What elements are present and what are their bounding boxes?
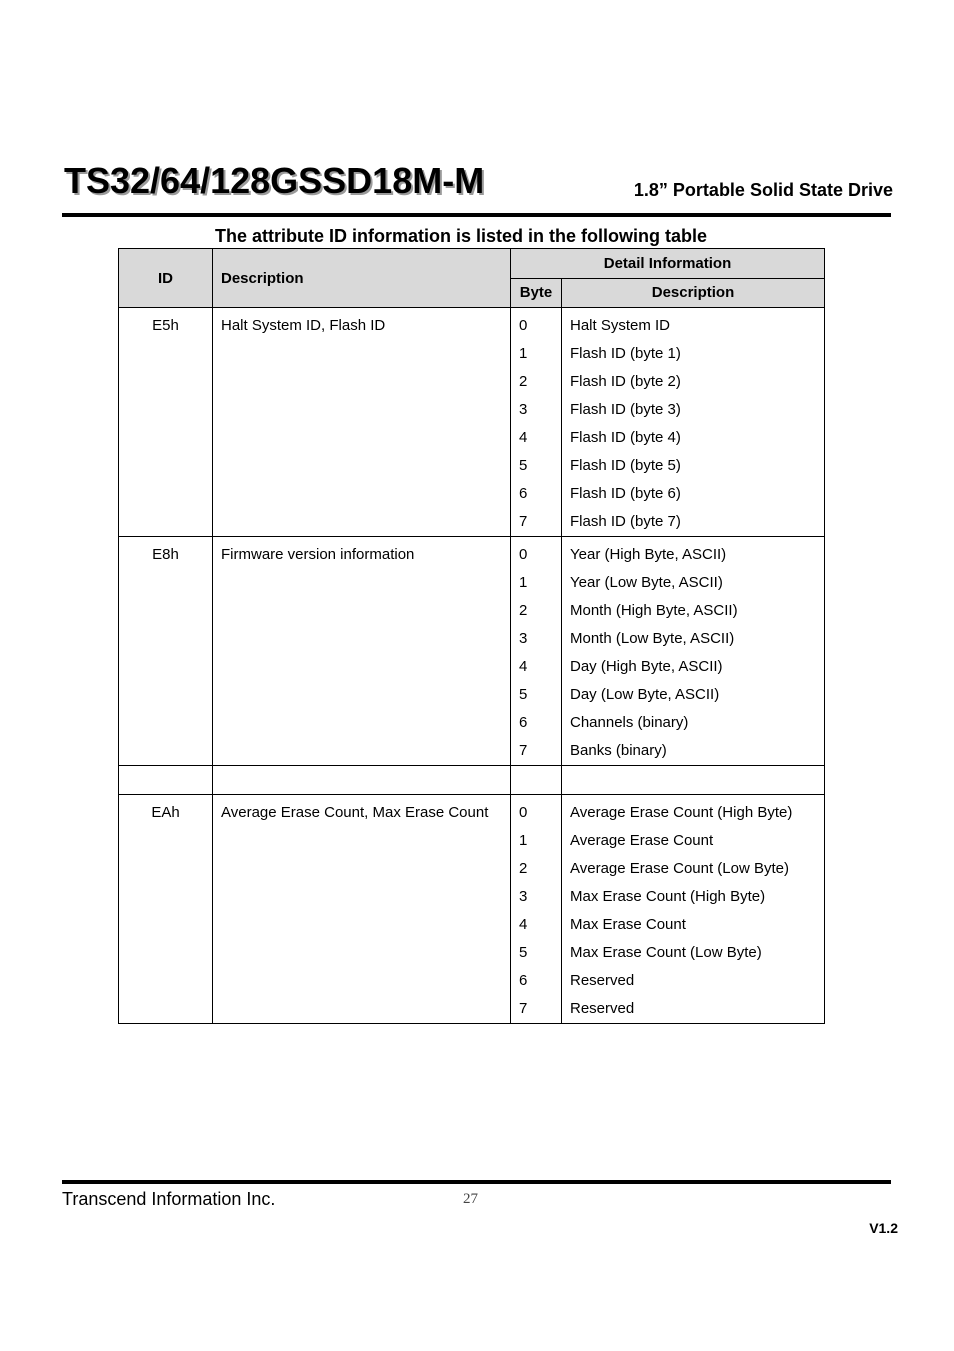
detail-cell: Max Erase Count (High Byte) <box>570 888 766 905</box>
byte-cell: 5 <box>519 686 528 703</box>
detail-cell: Max Erase Count (Low Byte) <box>570 944 762 961</box>
byte-cell: 3 <box>519 630 528 647</box>
detail-cell: Average Erase Count (Low Byte) <box>570 860 790 877</box>
document-subtitle: 1.8” Portable Solid State Drive <box>633 180 893 200</box>
byte-cell: 7 <box>519 513 528 530</box>
byte-cell: 4 <box>519 429 528 446</box>
header-byte: Byte <box>511 278 562 308</box>
byte-cell: 6 <box>519 485 528 502</box>
detail-cell: Max Erase Count <box>570 916 686 933</box>
detail-cell: Average Erase Count (High Byte) <box>570 804 793 821</box>
detail-cell: Flash ID (byte 3) <box>570 401 681 418</box>
detail-cell: Month (Low Byte, ASCII) <box>570 630 735 647</box>
table-row <box>119 308 825 537</box>
detail-cell: Flash ID (byte 2) <box>570 373 681 390</box>
row-id: E8h <box>152 546 179 563</box>
detail-cell: Flash ID (byte 4) <box>570 429 681 446</box>
detail-cell: Halt System ID <box>570 317 671 334</box>
header-id: ID <box>119 249 213 308</box>
version-label: V1.2 <box>869 1220 898 1236</box>
detail-cell: Average Erase Count <box>570 832 714 849</box>
detail-cell: Reserved <box>570 1000 635 1017</box>
detail-cell: Channels (binary) <box>570 714 689 731</box>
byte-cell: 0 <box>519 546 528 563</box>
byte-cell: 3 <box>519 888 528 905</box>
detail-cell: Year (Low Byte, ASCII) <box>570 574 723 591</box>
table-caption: The attribute ID information is listed in the following table <box>215 226 708 246</box>
empty-row <box>119 766 825 795</box>
byte-cell: 6 <box>519 714 528 731</box>
header-detail-information: Detail Information <box>511 249 825 279</box>
detail-cell: Month (High Byte, ASCII) <box>570 602 738 619</box>
byte-cell: 4 <box>519 916 528 933</box>
detail-cell: Year (High Byte, ASCII) <box>570 546 727 563</box>
byte-cell: 0 <box>519 804 528 821</box>
byte-cell: 5 <box>519 944 528 961</box>
byte-cell: 1 <box>519 345 528 362</box>
byte-cell: 3 <box>519 401 528 418</box>
detail-cell: Flash ID (byte 6) <box>570 485 681 502</box>
document-title: TS32/64/128GSSD18M-M <box>64 160 485 201</box>
attribute-table <box>118 248 825 1024</box>
row-id: EAh <box>151 804 180 821</box>
byte-cell: 6 <box>519 972 528 989</box>
detail-cell: Reserved <box>570 972 635 989</box>
table-row <box>119 537 825 766</box>
byte-cell: 0 <box>519 317 528 334</box>
footer-company: Transcend Information Inc. <box>62 1189 276 1209</box>
page-number: 27 <box>463 1191 478 1207</box>
detail-cell: Flash ID (byte 7) <box>570 513 681 530</box>
header-detail-description: Description <box>562 278 825 308</box>
byte-cell: 1 <box>519 832 528 849</box>
detail-cell: Day (High Byte, ASCII) <box>570 658 723 675</box>
detail-cell: Flash ID (byte 5) <box>570 457 681 474</box>
detail-cell: Day (Low Byte, ASCII) <box>570 686 720 703</box>
row-id: E5h <box>152 317 179 334</box>
footer-rule <box>62 1180 891 1184</box>
byte-cell: 1 <box>519 574 528 591</box>
header-rule <box>62 213 891 217</box>
row-description: Halt System ID, Flash ID <box>221 317 386 334</box>
table-row <box>119 795 825 1024</box>
byte-cell: 4 <box>519 658 528 675</box>
detail-cell: Banks (binary) <box>570 742 667 759</box>
byte-cell: 2 <box>519 373 528 390</box>
header-description: Description <box>213 249 511 308</box>
detail-cell: Flash ID (byte 1) <box>570 345 681 362</box>
row-description: Firmware version information <box>221 546 415 563</box>
byte-cell: 2 <box>519 602 528 619</box>
byte-cell: 5 <box>519 457 528 474</box>
byte-cell: 2 <box>519 860 528 877</box>
byte-cell: 7 <box>519 742 528 759</box>
byte-cell: 7 <box>519 1000 528 1017</box>
row-description: Average Erase Count, Max Erase Count <box>221 804 489 821</box>
